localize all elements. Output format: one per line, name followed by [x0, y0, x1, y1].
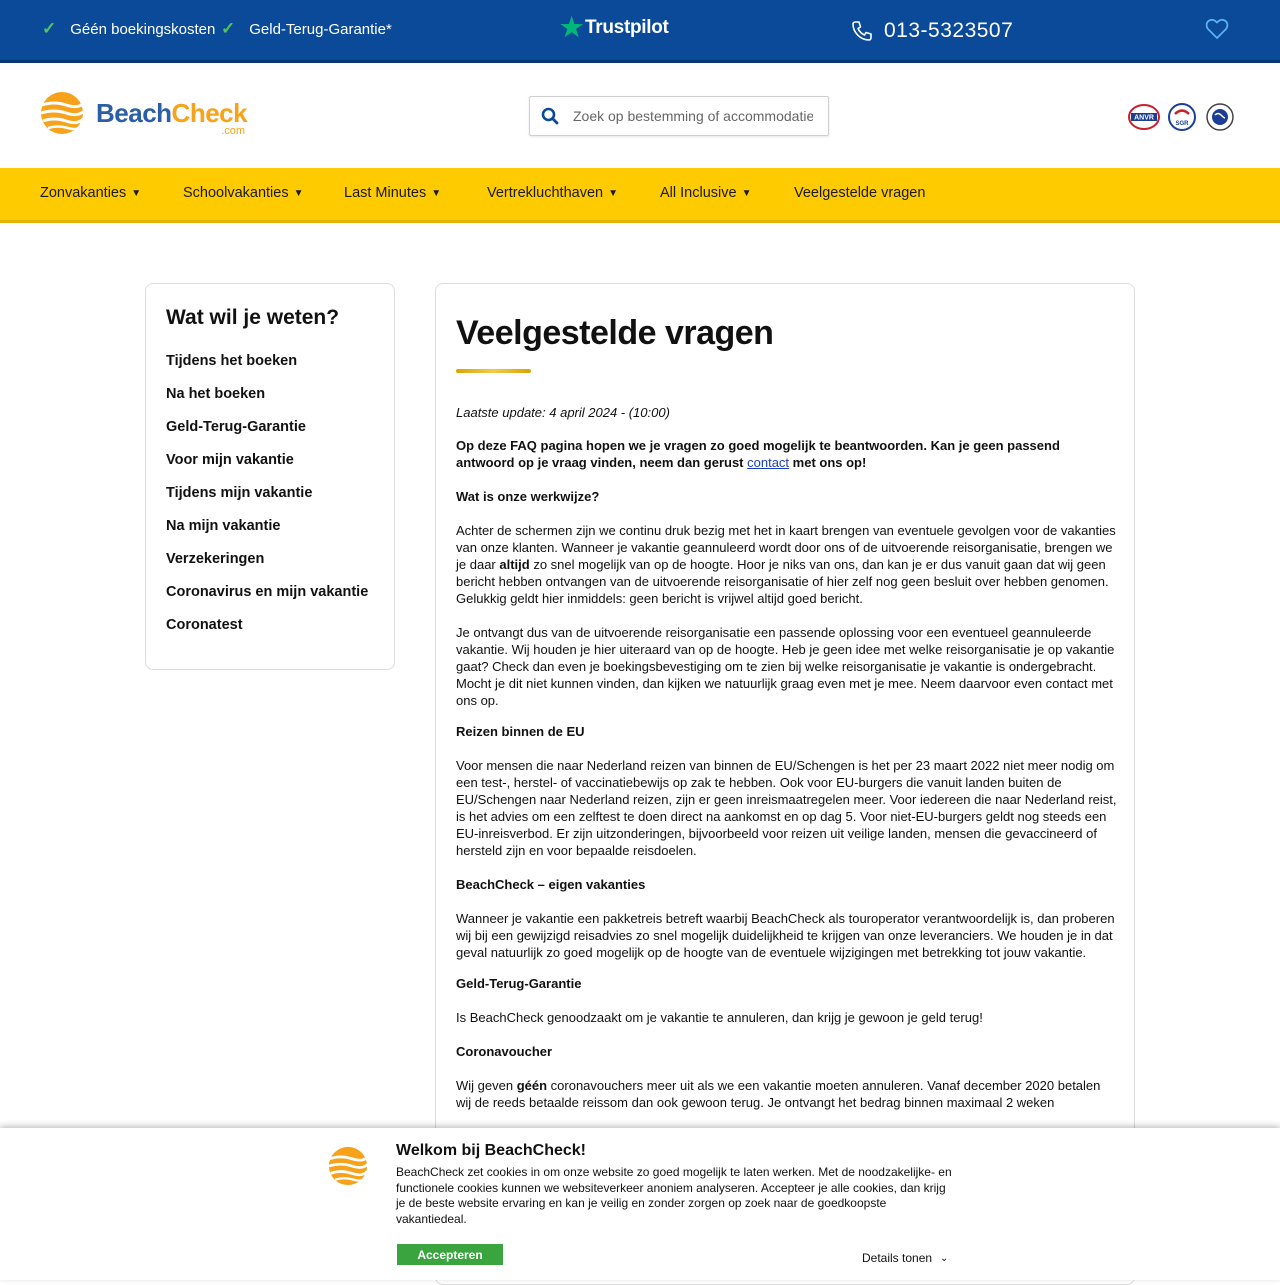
nav-item-vertrekluchthaven[interactable]	[487, 185, 618, 201]
paragraph-text: coronavouchers meer uit als we een vakantie moeten annuleren. Vanaf december 2020 betalen wij de reeds betaalde reissom dan ook gewoon terug. Je ontvangt het bedrag binnen maximaal 2 weken	[456, 1078, 1101, 1110]
cookie-title: Welkom bij BeachCheck!	[396, 1142, 586, 1159]
sidebar-link-verzekeringen[interactable]: Verzekeringen	[166, 551, 265, 567]
chevron-down-icon: ▼	[131, 187, 142, 199]
certification-badges	[1128, 103, 1242, 131]
phone-number: 013-5323507	[884, 19, 1014, 42]
logo-wordmark	[96, 97, 248, 137]
site-header	[0, 63, 1280, 168]
nav-item-label: Last Minutes	[344, 185, 427, 201]
paragraph-eu: Voor mensen die naar Nederland reizen van binnen de EU/Schengen is het per 23 maart 2022 niet meer nodig om een test-, herstel- of vaccinatiebewijs op zak te hebben. Ook voor EU-burgers die vanuit landen buiten de EU/Schengen naar Nederland reizen, zijn er geen inreismaatregelen meer. Voor iedereen die naar Nederland reist, is het advies om een zelftest te doen direct na aankomst en op dag 5. Voor niet-EU-burgers geldt nog steeds een EU-inreisverbod. Er zijn uitzonderingen, bijvoorbeeld voor reizen uit veilige landen, mensen die gevaccineerd of hersteld zijn en voor bepaalde reisdoelen.	[456, 758, 1117, 858]
chevron-down-icon: ⌄	[940, 1252, 949, 1264]
paragraph-text: Wij geven	[456, 1078, 517, 1093]
nav-item-zonvakanties[interactable]	[40, 185, 141, 201]
cookie-text: BeachCheck zet cookies in om onze website zo goed mogelijk te laten werken. Met de noodzakelijke- en functionele cookies kunnen we websiteverkeer anoniem analyseren. Accepteer je alle cookies, dan krijg je de beste website ervaring en kan je veilig en zonder zorgen op zoek naar de goedkoopste vakantiedeal.	[396, 1165, 952, 1226]
chevron-down-icon: ▼	[293, 187, 304, 199]
sidebar-link-na-mijn-vakantie[interactable]: Na mijn vakantie	[166, 518, 281, 534]
faq-sidebar	[145, 283, 395, 670]
nav-item-label: Schoolvakanties	[183, 185, 289, 201]
main-nav	[0, 168, 1280, 223]
sidebar-link-coronavirus[interactable]: Coronavirus en mijn vakantie	[166, 584, 369, 600]
search-icon[interactable]	[541, 107, 559, 125]
anvr-badge-icon[interactable]	[1128, 103, 1160, 131]
chevron-down-icon: ▼	[741, 187, 752, 199]
sidebar-link-tijdens-het-boeken[interactable]: Tijdens het boeken	[166, 353, 298, 369]
paragraph-oplossing: Je ontvangt dus van de uitvoerende reisorganisatie een passende oplossing voor een eventueel geannuleerde vakantie. Wij houden je hier uiteraard van op de hoogte. Heb je geen idee met welke reisorganisatie je op vakantie gaat? Check dan even je boekingsbevestiging om te zien bij welke reisorganisatie je vakantie is ondergebracht. Mocht je dit niet kunnen vinden, dan kijken we natuurlijk graag even met je mee. Neem daarvoor even contact met ons op.	[456, 625, 1115, 708]
heading-geld-terug: Geld-Terug-Garantie	[456, 976, 582, 991]
sidebar-link-geld-terug-garantie[interactable]: Geld-Terug-Garantie	[166, 419, 306, 435]
faq-content	[456, 404, 1118, 1128]
search-input[interactable]	[571, 107, 815, 125]
sidebar-title: Wat wil je weten?	[166, 306, 340, 329]
page-title: Veelgestelde vragen	[456, 314, 774, 352]
cookie-banner	[0, 1128, 1280, 1280]
top-bar	[0, 0, 1280, 63]
paragraph-bold: géén	[516, 1078, 548, 1093]
paragraph-text: zo snel mogelijk van op de hoogte. Hoor je niks van ons, dan kan je er dus vanuit gaan dat wij geen bericht hebben ontvangen van de uitvoerende reisorganisatie of hier zelf nog geen besluit over hebben genomen. Gelukkig geldt hier inmiddels: geen bericht is vrijwel altijd goed bericht.	[456, 557, 1109, 606]
details-label: Details tonen	[862, 1251, 933, 1265]
paragraph-bold: altijd	[499, 557, 530, 572]
sun-logo-icon	[328, 1146, 368, 1186]
favorites-heart-icon[interactable]	[1205, 18, 1229, 45]
intro-text	[456, 437, 1118, 471]
paragraph-werkwijze	[456, 522, 1118, 607]
sidebar-link-tijdens-mijn-vakantie[interactable]: Tijdens mijn vakantie	[166, 485, 313, 501]
details-toggle[interactable]	[862, 1251, 948, 1265]
sidebar-link-voor-mijn-vakantie[interactable]: Voor mijn vakantie	[166, 452, 294, 468]
heading-eigen-vakanties: BeachCheck – eigen vakanties	[456, 877, 646, 892]
logo-com-text: .com	[221, 124, 246, 137]
paragraph-coronavoucher	[456, 1077, 1118, 1111]
intro-text-start: Op deze FAQ pagina hopen we je vragen zo goed mogelijk te beantwoorden. Kan je geen passend antwoord op je vraag vinden, neem dan gerust	[456, 438, 1060, 470]
nav-item-label: All Inclusive	[660, 185, 737, 201]
phone-icon	[850, 19, 874, 43]
heading-coronavoucher: Coronavoucher	[456, 1044, 553, 1059]
nav-item-veelgestelde-vragen[interactable]	[794, 185, 925, 201]
paragraph-geld-terug: Is BeachCheck genoodzaakt om je vakantie te annuleren, dan krijg je gewoon je geld terug!	[456, 1010, 983, 1025]
nav-item-label: Zonvakanties	[40, 185, 127, 201]
logo-check-text: Check	[171, 97, 248, 128]
svg-text:ANVR: ANVR	[1134, 114, 1154, 122]
sun-logo-icon	[40, 91, 84, 135]
last-update: Laatste update: 4 april 2024 - (10:00)	[456, 405, 670, 420]
paragraph-eigen-vakanties: Wanneer je vakantie een pakketreis betreft waarbij BeachCheck als touroperator verantwoordelijk is, dan proberen wij bij een gewijzigd reisadvies zo snel mogelijk duidelijkheid te krijgen van onze leveranciers. We houden je in dat geval natuurlijk zo goed mogelijk op de hoogte van de eventuele wijzigingen met betrekking tot jouw vakantie.	[456, 911, 1115, 960]
contact-link[interactable]: contact	[747, 455, 790, 470]
beachcheck-logo[interactable]	[40, 91, 247, 135]
check-icon: ✓	[42, 19, 57, 38]
sidebar-link-na-het-boeken[interactable]: Na het boeken	[166, 386, 266, 402]
heading-werkwijze: Wat is onze werkwijze?	[456, 489, 600, 504]
heading-eu: Reizen binnen de EU	[456, 724, 585, 739]
search-box	[529, 96, 829, 136]
trustpilot-star-icon: ★	[560, 12, 584, 42]
nav-item-schoolvakanties[interactable]	[183, 185, 304, 201]
calamity-fund-badge-icon[interactable]	[1204, 103, 1236, 131]
nav-item-label: Vertrekluchthaven	[487, 185, 604, 201]
usp-money-back	[221, 19, 392, 39]
trustpilot-label: Trustpilot	[585, 16, 669, 38]
chevron-down-icon: ▼	[608, 187, 618, 199]
trustpilot-logo[interactable]	[560, 12, 669, 43]
sgr-badge-icon[interactable]	[1166, 103, 1198, 131]
paragraph-text: Achter de schermen zijn we continu druk bezig met het in kaart brengen van eventuele gevolgen voor de vakanties van onze klanten. Wanneer je vakantie geannuleerd wordt door ons of de uitvoerende reisorganisatie, brengen we je daar	[456, 523, 1116, 572]
usp-label: Geld-Terug-Garantie*	[249, 20, 392, 38]
usp-label: Géén boekingskosten	[70, 20, 216, 38]
usp-no-booking-costs	[42, 19, 215, 39]
chevron-down-icon: ▼	[431, 187, 442, 199]
title-underline	[456, 369, 531, 373]
logo-beach-text: Beach	[96, 97, 172, 128]
nav-item-label: Veelgestelde vragen	[794, 185, 926, 201]
phone-link[interactable]	[850, 19, 1013, 43]
svg-text:SGR: SGR	[1175, 121, 1189, 127]
sidebar-link-coronatest[interactable]: Coronatest	[166, 617, 243, 633]
check-icon: ✓	[221, 19, 236, 38]
intro-text-end: met ons op!	[789, 455, 867, 470]
accept-cookies-button[interactable]: Accepteren	[397, 1244, 503, 1265]
nav-item-all-inclusive[interactable]	[660, 185, 751, 201]
nav-item-last-minutes[interactable]	[344, 185, 441, 201]
